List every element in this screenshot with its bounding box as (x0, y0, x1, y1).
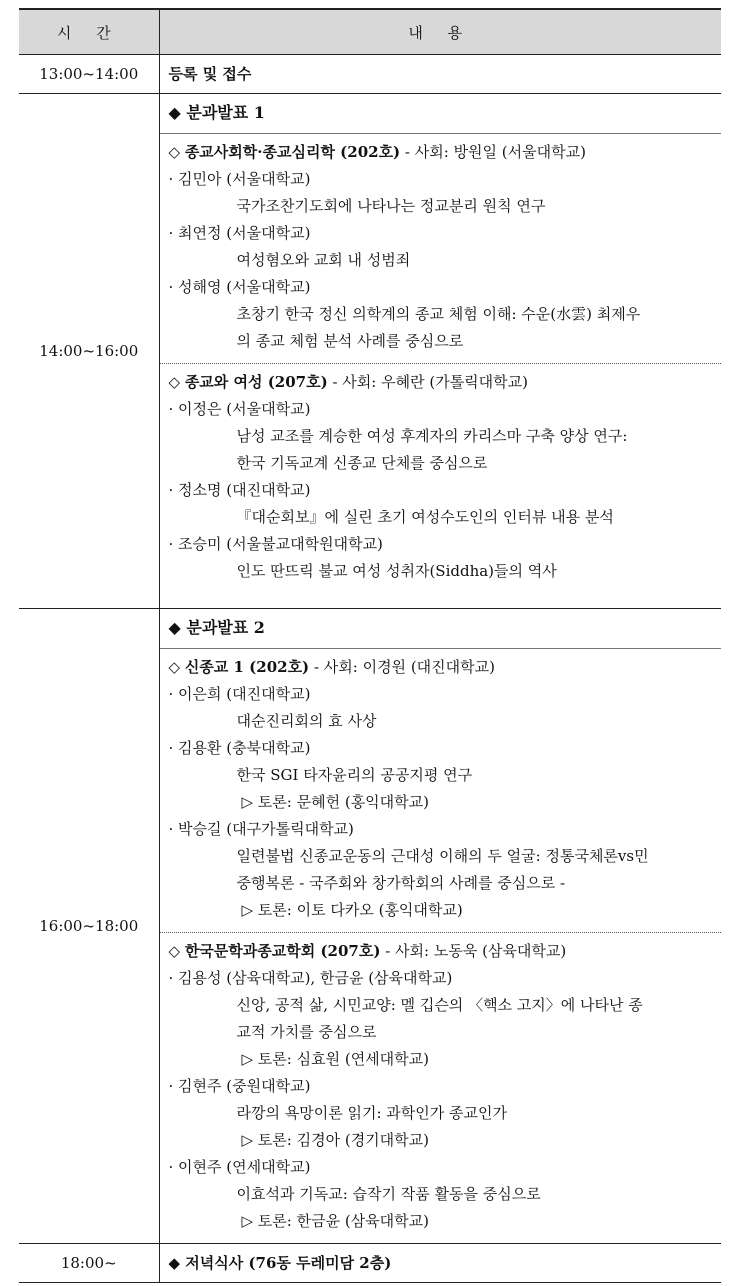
subsection-prefix: ◇ (168, 658, 185, 676)
subsection-name: 종교사회학·종교심리학 (202호) (184, 143, 401, 161)
header-content: 내 용 (159, 9, 721, 55)
discussant: ▷ 토론: 김경아 (경기대학교) (241, 1131, 429, 1149)
paper-title: 남성 교조를 계승한 여성 후계자의 카리스마 구축 양상 연구: (236, 427, 628, 445)
presenter-name: · 김용환 (충북대학교) (168, 739, 311, 757)
presenter-name: · 이현주 (연세대학교) (168, 1158, 311, 1176)
moderator: - 사회: 방원일 (서울대학교) (400, 143, 586, 161)
subsection (169, 134, 722, 363)
paper-title: 이효석과 기독교: 습작기 작품 활동을 중심으로 (236, 1185, 541, 1203)
paper-title: 인도 딴뜨릭 불교 여성 성취자(Siddha)들의 역사 (236, 562, 557, 580)
paper-title: 한국 SGI 타자윤리의 공공지평 연구 (236, 766, 473, 784)
presenter-name: · 이정은 (서울대학교) (168, 400, 311, 418)
subsection (169, 649, 722, 932)
paper-title-cont: 의 종교 체험 분석 사례를 중심으로 (236, 332, 464, 350)
table-row (19, 1244, 721, 1283)
moderator: - 사회: 이경원 (대진대학교) (309, 658, 495, 676)
paper-title: 대순진리회의 효 사상 (236, 712, 377, 730)
presenter-name: · 김용성 (삼육대학교), 한금윤 (삼육대학교) (168, 969, 453, 987)
moderator: - 사회: 우혜란 (가톨릭대학교) (327, 373, 528, 391)
presenter-name: · 성해영 (서울대학교) (168, 278, 311, 296)
subsection-prefix: ◇ (168, 942, 185, 960)
content-cell (159, 1244, 721, 1283)
subsection-title (169, 139, 722, 166)
time-cell: 14:00~16:00 (19, 94, 159, 609)
content-cell (159, 609, 721, 1244)
header-time: 시 간 (19, 9, 159, 55)
subsection-title (169, 654, 722, 681)
subsection-name: 종교와 여성 (207호) (184, 373, 328, 391)
table-row (19, 55, 721, 94)
table-row (19, 94, 721, 609)
time-cell: 13:00~14:00 (19, 55, 159, 94)
discussant: ▷ 토론: 문혜헌 (홍익대학교) (241, 793, 429, 811)
section-title: ◆ 분과발표 2 (160, 609, 722, 649)
table-header (19, 9, 721, 55)
subsection (160, 932, 722, 1243)
time-cell: 16:00~18:00 (19, 609, 159, 1244)
paper-title: 국가조찬기도회에 나타나는 정교분리 원칙 연구 (236, 197, 546, 215)
presenter-name: · 김민아 (서울대학교) (168, 170, 311, 188)
section-title: ◆ 분과발표 1 (160, 94, 722, 134)
registration-text: 등록 및 접수 (168, 64, 252, 83)
presenter-name: · 정소명 (대진대학교) (168, 481, 311, 499)
paper-title: 여성혐오와 교회 내 성범죄 (236, 251, 411, 269)
dinner-text: ◆ 저녁식사 (76동 두레미담 2층) (168, 1253, 392, 1272)
presenter-name: · 조승미 (서울불교대학원대학교) (168, 535, 383, 553)
paper-title: 라깡의 욕망이론 읽기: 과학인가 종교인가 (236, 1104, 507, 1122)
content-cell (159, 94, 721, 609)
presenter-name: · 김현주 (중원대학교) (168, 1077, 311, 1095)
paper-title: 초창기 한국 정신 의학계의 종교 체험 이해: 수운(水雲) 최제우 (236, 305, 641, 323)
paper-title: 신앙, 공적 삶, 시민교양: 멜 깁슨의 〈핵소 고지〉에 나타난 종 (236, 996, 643, 1014)
subsection (160, 363, 722, 593)
subsection-title (169, 369, 722, 396)
presenter-name: · 최연정 (서울대학교) (168, 224, 311, 242)
presenter-name: · 박승길 (대구가톨릭대학교) (168, 820, 354, 838)
paper-title-cont: 중행복론 - 국주회와 창가학회의 사례를 중심으로 - (236, 874, 566, 892)
paper-title: 일련불법 신종교운동의 근대성 이해의 두 얼굴: 정통국체론vs민 (236, 847, 649, 865)
subsection-prefix: ◇ (168, 143, 185, 161)
presenter-name: · 이은희 (대진대학교) (168, 685, 311, 703)
table-row (19, 609, 721, 1244)
paper-title-cont: 교적 가치를 중심으로 (236, 1023, 377, 1041)
subsection-prefix: ◇ (168, 373, 185, 391)
subsection-title (169, 938, 722, 965)
discussant: ▷ 토론: 심효원 (연세대학교) (241, 1050, 429, 1068)
moderator: - 사회: 노동욱 (삼육대학교) (380, 942, 567, 960)
discussant: ▷ 토론: 이토 다카오 (홍익대학교) (241, 901, 463, 919)
paper-title: 『대순회보』에 실린 초기 여성수도인의 인터뷰 내용 분석 (236, 508, 614, 526)
paper-title-cont: 한국 기독교계 신종교 단체를 중심으로 (236, 454, 488, 472)
time-cell: 18:00~ (19, 1244, 159, 1283)
schedule-table (19, 8, 721, 1283)
subsection-name: 한국문학과종교학회 (207호) (184, 942, 381, 960)
subsection-name: 신종교 1 (202호) (184, 658, 310, 676)
content-cell (159, 55, 721, 94)
discussant: ▷ 토론: 한금윤 (삼육대학교) (241, 1212, 429, 1230)
